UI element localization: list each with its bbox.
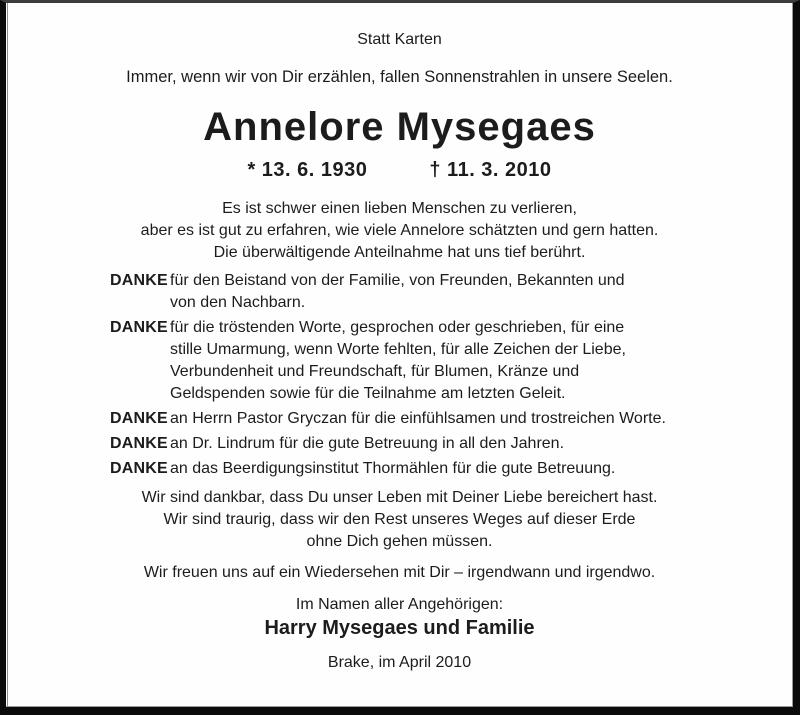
birth-date: * 13. 6. 1930 [247,159,368,181]
thanks-text [170,270,726,314]
thanks-line: an das Beerdigungsinstitut Thormählen für die gute Betreuung. [170,460,616,477]
thanks-label: DANKE [110,272,168,289]
thanks-line: von den Nachbarn. [170,294,306,311]
thanks-label: DANKE [110,410,168,427]
gratitude-line: ohne Dich gehen müssen. [306,533,493,550]
thanks-item [110,270,735,314]
intro-line: aber es ist gut zu erfahren, wie viele Annelore schätzten und gern hatten. [140,222,659,239]
thanks-label: DANKE [110,319,168,336]
family-signature: Harry Mysegaes und Familie [264,617,535,639]
scan-edge-bottom [6,706,793,707]
scan-edge-left [7,3,8,707]
thanks-line: Geldspenden sowie für die Teilnahme am letzten Geleit. [170,385,566,402]
reunion-line: Wir freuen uns auf ein Wiedersehen mit Dir – irgendwann und irgendwo. [143,564,656,581]
pre-header-text: Statt Karten [357,31,442,48]
gratitude-line: Wir sind traurig, dass wir den Rest unseres Weges auf dieser Erde [163,511,636,528]
place-date: Brake, im April 2010 [327,654,472,671]
thanks-label: DANKE [110,435,168,452]
thanks-list [110,270,735,480]
thanks-text [170,433,726,455]
scan-edge-right [792,3,793,707]
thanks-text [170,408,726,430]
thanks-line: an Dr. Lindrum für die gute Betreuung in all den Jahren. [170,435,565,452]
thanks-line: an Herrn Pastor Gryczan für die einfühlsamen und trostreichen Worte. [170,410,666,427]
gratitude-line: Wir sind dankbar, dass Du unser Leben mit Deiner Liebe bereichert hast. [141,489,658,506]
thanks-item [110,433,735,455]
thanks-line: für den Beistand von der Familie, von Freunden, Bekannten und [170,272,625,289]
thanks-label: DANKE [110,460,168,477]
gratitude-paragraph [6,487,793,553]
thanks-line: Verbundenheit und Freundschaft, für Blumen, Kränze und [170,363,580,380]
intro-line: Die überwältigende Anteilnahme hat uns tief berührt. [213,244,586,261]
thanks-text [170,317,726,405]
deceased-name: Annelore Mysegaes [203,105,596,149]
thanks-text [170,458,726,480]
epigraph-text: Immer, wenn wir von Dir erzählen, fallen Sonnenstrahlen in unsere Seelen. [126,68,673,86]
life-dates [6,158,793,182]
thanks-item [110,408,735,430]
death-date: † 11. 3. 2010 [429,159,552,181]
thanks-item [110,317,735,405]
thanks-line: stille Umarmung, wenn Worte fehlten, für alle Zeichen der Liebe, [170,341,626,358]
thanks-item [110,458,735,480]
intro-line: Es ist schwer einen lieben Menschen zu verlieren, [222,200,577,217]
intro-paragraph [6,198,793,264]
thanks-line: für die tröstenden Worte, gesprochen oder geschrieben, für eine [170,319,625,336]
closing-intro: Im Namen aller Angehörigen: [295,596,504,613]
